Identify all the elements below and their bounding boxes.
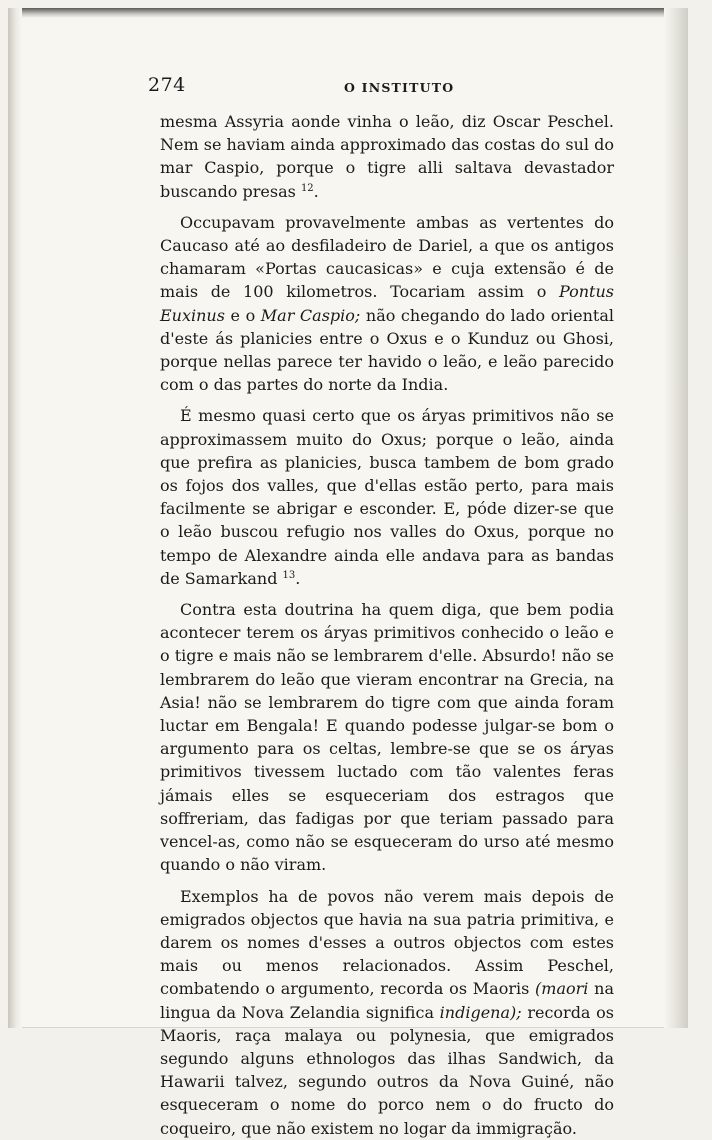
page-top-shadow (8, 8, 688, 18)
book-gutter (8, 8, 22, 1028)
paragraph-5 (160, 885, 614, 1140)
paragraph-5-text-a: Exemplos ha de povos não verem mais depois de emigrados objectos que havia na sua patria primitiva, e darem os nomes d'esses a outros objectos com estes mais ou menos relacionados. Assim Peschel, combatendo o argumento, recorda os Maoris (160, 886, 614, 999)
paragraph-2-text-a: Occupavam provavelmente ambas as vertentes do Caucaso até ao desfiladeiro de Dariel, a que os antigos chamaram «Portas caucasicas» e cuja extensão é de mais de 100 kilometros. Tocariam assim o (160, 212, 614, 302)
paragraph-1-text: mesma Assyria aonde vinha o leão, diz Oscar Peschel. Nem se haviam ainda approximado das costas do sul do mar Caspio, porque o tigre alli saltava devastador buscando presas (160, 112, 614, 201)
paragraph-3-text: É mesmo quasi certo que os áryas primitivos não se approximassem muito do Oxus; porque o leão, ainda que prefira as planicies, busca tambem de bom grado os fojos dos valles, que d'ellas estão perto, para mais facilmente se abrigar e esconder. E, póde dizer-se que o leão buscou refugio nos valles do Oxus, porque no tempo de Alexandre ainda elle andava para as bandas de Samarkand (160, 406, 614, 588)
footnote-ref-13: 13 (282, 569, 296, 581)
italic-pontus-euxinus: Pontus Euxinus (160, 282, 614, 325)
paragraph-5-text-b: na lingua da Nova Zelandia significa (160, 979, 614, 1022)
paragraph-5-text-c: recorda os Maoris, raça malaya ou polynesia, que emigrados segundo alguns ethnologos das ilhas Sandwich, da Hawarii talvez, segundo outros da Nova Guiné, não esqueceram o nome do porco nem o do fructo do coqueiro, que não existem no logar da immigração. (160, 1002, 615, 1138)
page-number: 274 (148, 74, 186, 96)
running-title: O INSTITUTO (344, 80, 455, 95)
paragraph-2-text-c: não chegando do lado oriental d'este ás planicies entre o Oxus e o Kunduz ou Ghosi, porque nellas parece ter havido o leão, e leão parecido com o das partes do norte da India. (160, 305, 615, 395)
footnote-ref-12: 12 (300, 182, 314, 194)
paragraph-3 (160, 404, 614, 590)
paragraph-1-end: . (313, 181, 319, 201)
italic-indigena: indigena); (439, 1002, 522, 1022)
paragraph-4 (160, 598, 614, 876)
page-right-edge (664, 8, 688, 1028)
paragraph-4-text: Contra esta doutrina ha quem diga, que bem podia acontecer terem os áryas primitivos conhecido o leão e o tigre e mais não se lembrarem d'elle. Absurdo! não se lembrarem do leão que vieram encontrar na Grecia, na Asia! não se lembrarem do tigre com que ainda foram luctar em Bengala! E quando podesse julgar-se bom o argumento para os celtas, lembre-se que se os áryas primitivos tivessem luctado com tão valentes feras jámais elles se esqueceriam dos estragos que soffreriam, das fadigas por que teriam passado para vencel-as, como não se esqueceram do urso até mesmo quando o não viram. (160, 600, 614, 875)
page-header (148, 72, 624, 100)
body-text (160, 110, 614, 1140)
paragraph-1 (160, 110, 614, 203)
paragraph-2 (160, 211, 614, 397)
italic-mar-caspio: Mar Caspio; (260, 305, 361, 325)
italic-maori: (maori (535, 979, 589, 999)
paragraph-2-text-b: e o (224, 305, 261, 325)
paragraph-3-end: . (295, 568, 301, 588)
